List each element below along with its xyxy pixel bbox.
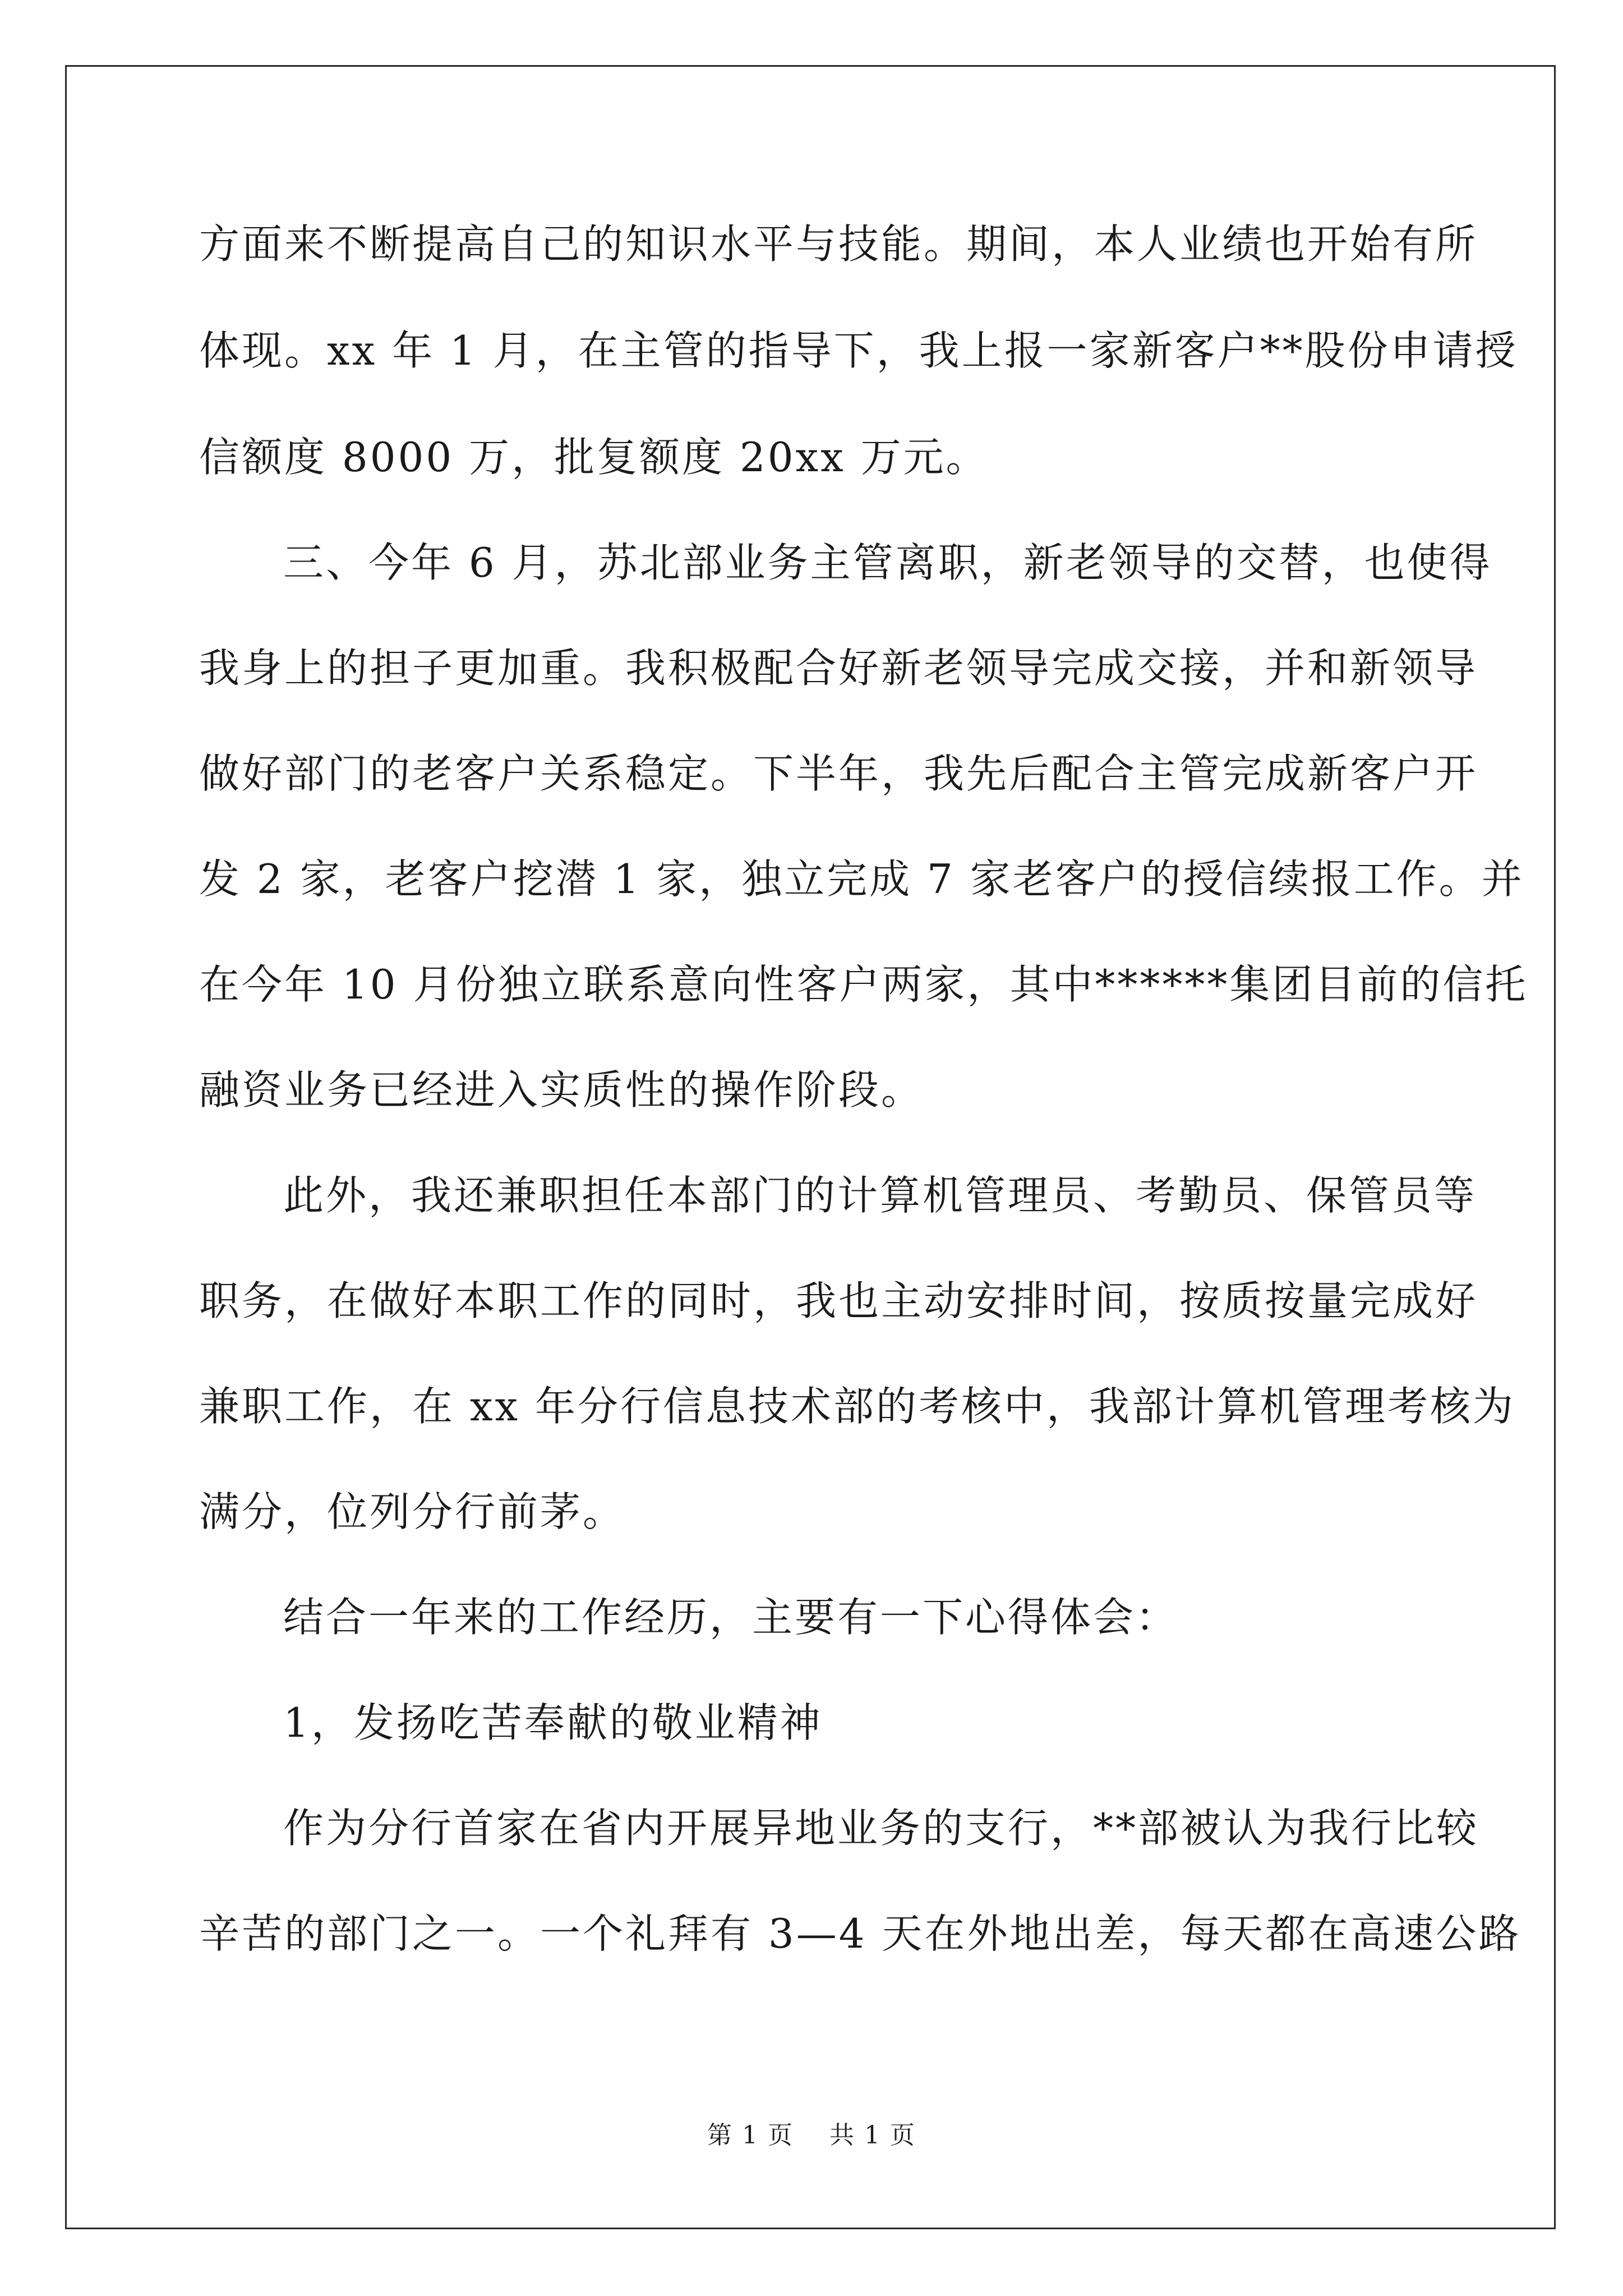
paragraph-start-line: 此外，我还兼职担任本部门的计算机管理员、考勤员、保管员等 — [283, 1172, 1477, 1219]
text-line: 满分，位列分行前茅。 — [199, 1488, 626, 1535]
text-line: 兼职工作，在 xx 年分行信息技术部的考核中，我部计算机管理考核为 — [199, 1383, 1515, 1430]
text-line: 在今年 10 月份独立联系意向性客户两家，其中******集团目前的信托 — [199, 961, 1528, 1008]
paragraph-start-line: 结合一年来的工作经历，主要有一下心得体会： — [283, 1594, 1179, 1641]
text-line: 体现。xx 年 1 月，在主管的指导下，我上报一家新客户**股份申请授 — [199, 327, 1518, 374]
text-line: 职务，在做好本职工作的同时，我也主动安排时间，按质按量完成好 — [199, 1277, 1478, 1324]
text-line: 信额度 8000 万，批复额度 20xx 万元。 — [199, 434, 989, 481]
text-line: 辛苦的部门之一。一个礼拜有 3—4 天在外地出差，每天都在高速公路 — [199, 1910, 1521, 1957]
text-line: 做好部门的老客户关系稳定。下半年，我先后配合主管完成新客户开 — [199, 750, 1478, 797]
text-line: 融资业务已经进入实质性的操作阶段。 — [199, 1066, 924, 1114]
section-heading: 1，发扬吃苦奉献的敬业精神 — [283, 1699, 823, 1746]
text-line: 发 2 家，老客户挖潜 1 家，独立完成 7 家老客户的授信续报工作。并 — [199, 855, 1524, 903]
page-number-footer: 第 1 页 共 1 页 — [707, 2121, 916, 2150]
paragraph-start-line: 作为分行首家在省内开展异地业务的支行，**部被认为我行比较 — [283, 1805, 1479, 1852]
paragraph-start-line: 三、今年 6 月，苏北部业务主管离职，新老领导的交替，也使得 — [283, 539, 1492, 586]
text-line: 方面来不断提高自己的知识水平与技能。期间，本人业绩也开始有所 — [199, 220, 1478, 268]
text-line: 我身上的担子更加重。我积极配合好新老领导完成交接，并和新领导 — [199, 645, 1478, 692]
